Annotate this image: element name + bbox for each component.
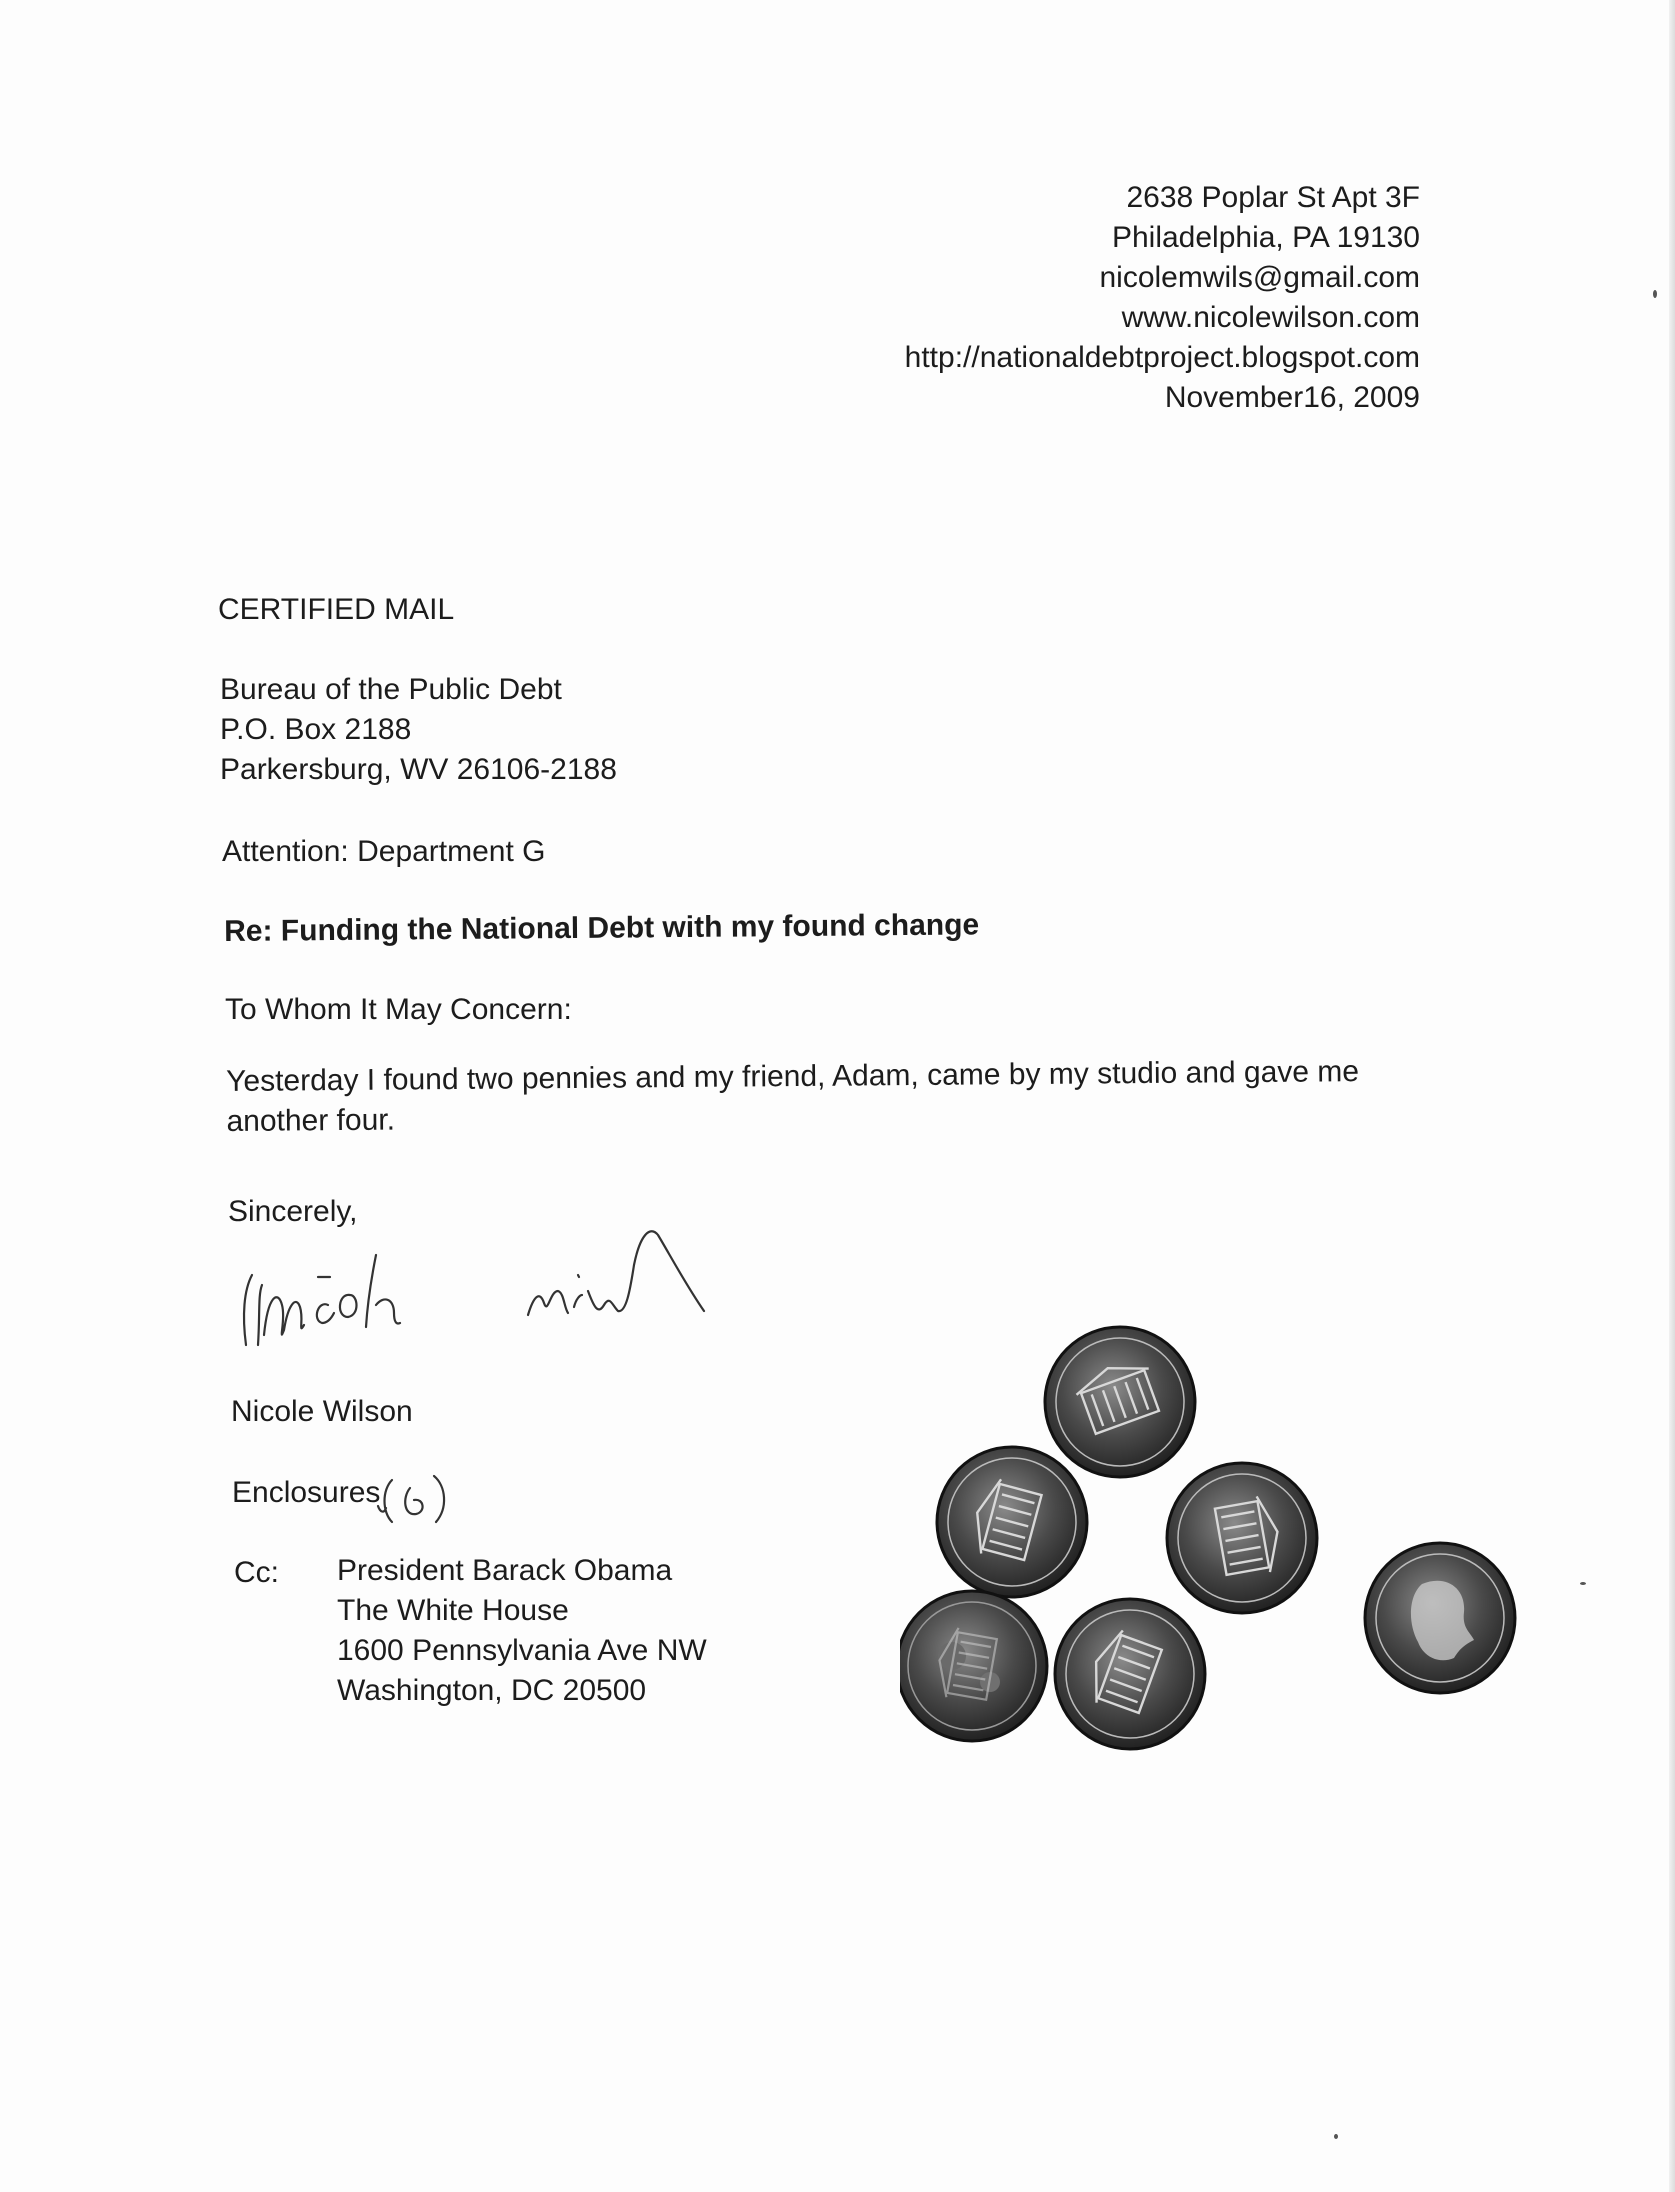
scan-edge — [1669, 0, 1675, 2192]
mail-type: CERTIFIED MAIL — [218, 593, 455, 626]
subject-line: Re: Funding the National Debt with my found change — [224, 908, 980, 948]
recipient-address — [220, 670, 617, 790]
signer-name: Nicole Wilson — [231, 1395, 413, 1428]
penny-3 — [1167, 1463, 1317, 1613]
cc-address — [337, 1551, 707, 1711]
recipient-pobox: P.O. Box 2188 — [220, 713, 412, 746]
recipient-city: Parkersburg, WV 26106-2188 — [220, 753, 617, 786]
cc-street: 1600 Pennsylvania Ave NW — [337, 1634, 707, 1667]
scan-speck — [1653, 290, 1657, 298]
letter-body: Yesterday I found two pennies and my friend, Adam, came by my studio and gave me another four. — [226, 1055, 1360, 1138]
sender-city: Philadelphia, PA 19130 — [1111, 221, 1420, 254]
scan-speck — [1580, 1582, 1586, 1585]
salutation: To Whom It May Concern: — [225, 993, 572, 1026]
sender-website: www.nicolewilson.com — [1121, 301, 1420, 334]
enclosed-pennies — [900, 1290, 1540, 1770]
penny-1 — [1045, 1327, 1195, 1477]
recipient-name: Bureau of the Public Debt — [220, 673, 562, 706]
penny-4 — [900, 1591, 1047, 1741]
handwritten-enclosure-count — [370, 1468, 480, 1528]
penny-2 — [937, 1447, 1087, 1597]
cc-label: Cc: — [234, 1556, 279, 1589]
scan-speck — [1334, 2134, 1338, 2139]
letter-date: November16, 2009 — [1164, 381, 1420, 414]
penny-5 — [1055, 1599, 1205, 1749]
cc-name: President Barack Obama — [337, 1554, 673, 1587]
penny-6 — [1365, 1543, 1515, 1693]
sender-email: nicolemwils@gmail.com — [1099, 261, 1420, 294]
cc-city: Washington, DC 20500 — [337, 1674, 647, 1707]
attention-line: Attention: Department G — [222, 835, 546, 868]
enclosure-label: Enclosures — [232, 1476, 381, 1509]
handwritten-signature — [238, 1195, 798, 1375]
cc-building: The White House — [337, 1594, 569, 1627]
sender-street: 2638 Poplar St Apt 3F — [1126, 181, 1420, 214]
sender-address — [905, 178, 1420, 418]
sender-blog: http://nationaldebtproject.blogspot.com — [904, 341, 1420, 374]
closing: Sincerely, — [228, 1195, 358, 1228]
